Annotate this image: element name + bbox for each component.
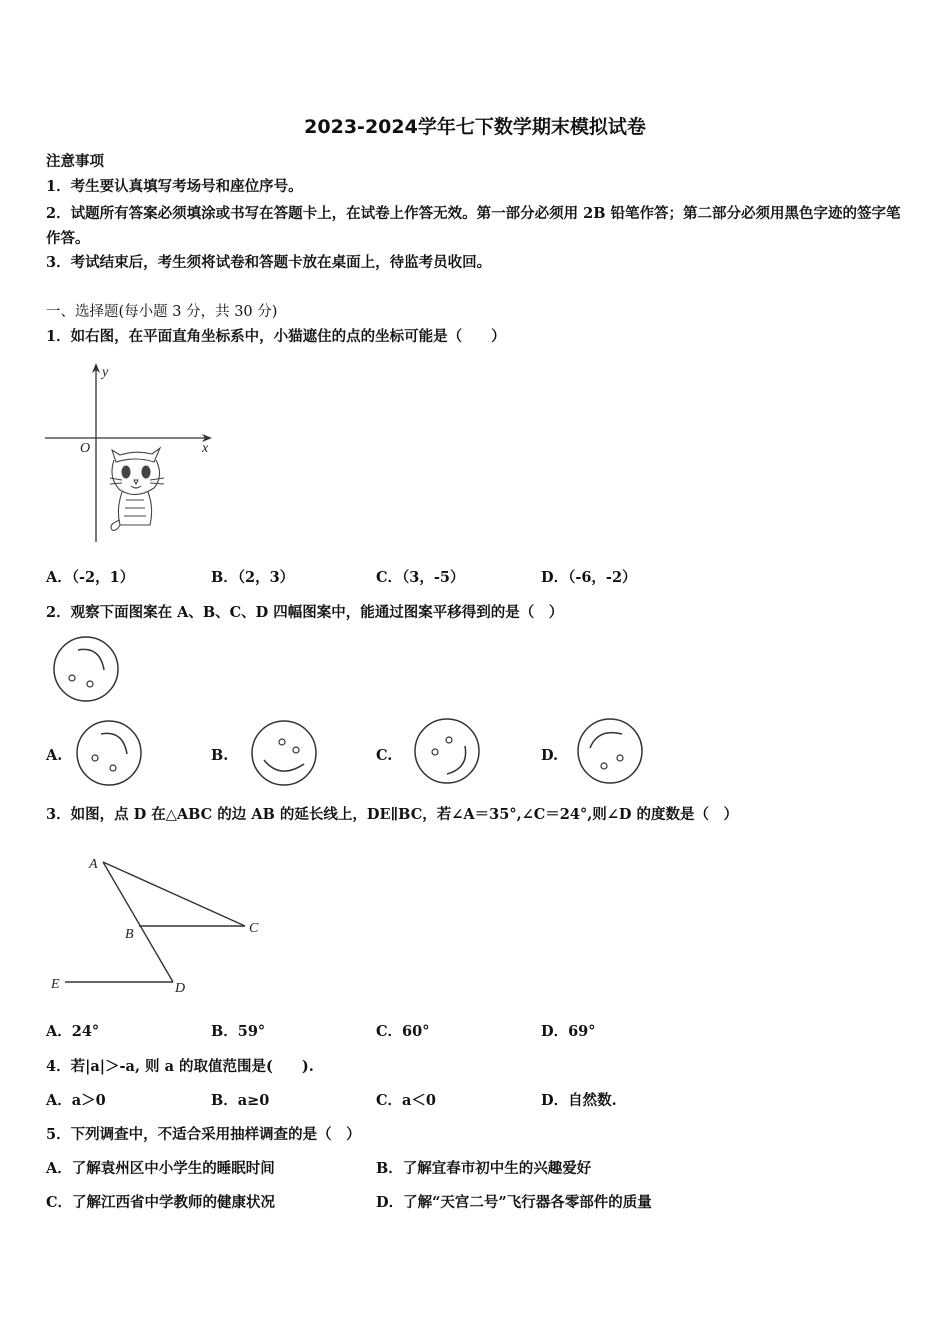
point-e-label: E [51,977,60,992]
q2-face-b [250,720,318,786]
q2-reference-face [52,636,120,702]
q5-option-b: B．了解宜春市初中生的兴趣爱好 [376,1160,592,1177]
notice-item-2: 2．试题所有答案必须填涂或书写在答题卡上，在试卷上作答无效。第一部分必须用 2B 铅笔作答；第二部分必须用黑色字迹的签字笔作答。 [46,205,901,247]
q1-figure [40,360,220,545]
q2-option-a: A. [46,747,63,764]
q4-stem: 4．若|a|＞-a, 则 a 的取值范围是( ). [46,1058,314,1075]
q3-option-a: A．24° [46,1023,100,1040]
q4-option-b: B．a≥0 [211,1092,270,1109]
q1-x-label: x [202,441,209,456]
q1-option-a: A．（-2，1） [46,569,135,586]
q5-stem: 5．下列调查中，不适合采用抽样调查的是（ ） [46,1126,361,1143]
q1-option-d: D．（-6，-2） [541,569,637,586]
point-c-label: C [249,921,259,936]
q5-option-a: A．了解袁州区中小学生的睡眠时间 [46,1160,275,1177]
q3-stem: 3．如图，点 D 在△ABC 的边 AB 的延长线上，DE∥BC，若∠A＝35°,∠C＝24°,则∠D 的度数是（ ） [46,806,739,823]
q1-origin-label: O [80,441,91,456]
cat-icon [110,448,164,530]
q3-option-b: B．59° [211,1023,266,1040]
q3-option-c: C．60° [376,1023,430,1040]
notice-heading: 注意事项 [46,153,104,170]
q2-face-c [413,718,481,784]
q4-option-d: D．自然数. [541,1092,617,1109]
q2-option-c: C. [376,747,393,764]
q1-option-c: C．（3，-5） [376,569,465,586]
q3-option-d: D．69° [541,1023,596,1040]
section-heading: 一、选择题(每小题 3 分，共 30 分) [46,304,278,320]
q5-option-d: D．了解“天宫二号”飞行器各零部件的质量 [376,1194,652,1211]
q5-option-c: C．了解江西省中学教师的健康状况 [46,1194,276,1211]
q2-face-a [75,720,143,786]
q1-stem: 1．如右图，在平面直角坐标系中，小猫遮住的点的坐标可能是（ ） [46,328,506,345]
notice-item-1: 1．考生要认真填写考场号和座位序号。 [46,178,303,195]
q1-option-b: B．（2，3） [211,569,295,586]
q3-triangle-figure [45,850,275,1000]
q4-option-a: A．a＞0 [46,1092,106,1109]
notice-item-3: 3．考试结束后，考生须将试卷和答题卡放在桌面上，待监考员收回。 [46,254,492,271]
point-b-label: B [125,927,134,942]
q4-option-c: C．a＜0 [376,1092,437,1109]
page-title: 2023-2024学年七下数学期末模拟试卷 [304,116,646,138]
q2-option-d: D. [541,747,559,764]
q2-option-b: B. [211,747,229,764]
q2-stem: 2．观察下面图案在 A、B、C、D 四幅图案中，能通过图案平移得到的是（ ） [46,604,564,621]
point-d-label: D [175,981,186,996]
point-a-label: A [89,857,98,872]
q2-face-d [576,718,644,784]
q1-y-label: y [102,365,109,380]
